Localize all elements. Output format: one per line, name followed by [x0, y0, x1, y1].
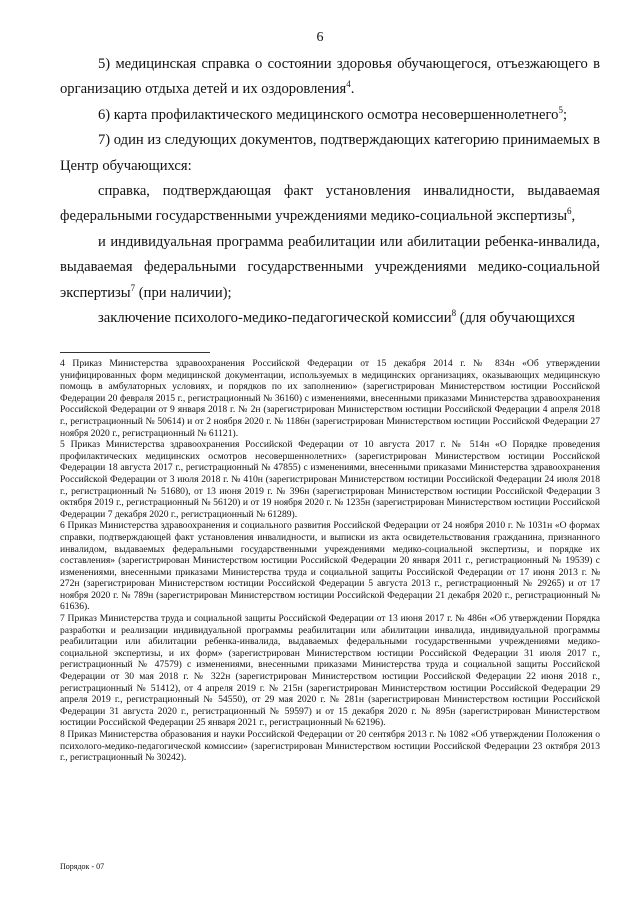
- footnote-6: 6 Приказ Министерства здравоохранения и социального развития Российской Федерации от 24 ноября 2010 г. № 1031н «О формах справки, подтверждающей факт установления инвалидности, и выписки из акта освидетельствования гражданина, признанного инвалидом, выдаваемых федеральными государственными учреждениями медико-социальной экспертизы, и порядке их составления» (зарегистрирован Министерством юстиции Российской Федерации 20 января 2011 г., регистрационный № 19539) с изменениями, внесенными приказами Министерства труда и социальной защиты Российской Федерации от 17 июня 2013 г. № 272н (зарегистрирован Министерством юстиции Российской Федерации 5 августа 2013 г., регистрационный № 29265) и от 17 ноября 2020 г. № 789н (зарегистрирован Министерством юстиции Российской Федерации 21 декабря 2020 г., регистрационный № 61636).: [60, 520, 600, 613]
- footnote-8: 8 Приказ Министерства образования и науки Российской Федерации от 20 сентября 2013 г. № 1082 «Об утверждении Положения о психолого-медико-педагогической комиссии» (зарегистрирован Министерством юстиции Российской Федерации 23 октября 2013 г., регистрационный № 30242).: [60, 729, 600, 764]
- footer-doc-code: Порядок - 07: [60, 862, 105, 871]
- footnotes: [60, 358, 600, 764]
- footnote-separator: [60, 352, 210, 353]
- paragraph-disability-certificate: справка, подтверждающая факт установления инвалидности, выдаваемая федеральными государственными учреждениями медико-социальной экспертизы$^6$,: [60, 183, 600, 225]
- footnote-5: 5 Приказ Министерства здравоохранения Российской Федерации от 10 августа 2017 г. № 514н «О Порядке проведения профилактических медицинских осмотров несовершеннолетних» (зарегистрирован Министерством юстиции Российской Федерации 18 августа 2017 г., регистрационный № 47855) с изменениями, внесенными приказами Министерства здравоохранения Российской Федерации от 3 июля 2018 г. № 410н (зарегистрирован Министерством юстиции Российской Федерации 24 июля 2018 г., регистрационный № 51680), от 13 июня 2019 г. № 396н (зарегистрирован Министерством юстиции Российской Федерации 3 октября 2019 г., регистрационный № 56120) и от 19 ноября 2020 г. № 1235н (зарегистрирован Министерством юстиции Российской Федерации 7 декабря 2020 г., регистрационный № 61289).: [60, 439, 600, 520]
- paragraph-item-7: 7) один из следующих документов, подтверждающих категорию принимаемых в Центр обучающихся:: [60, 132, 601, 174]
- footnote-ref: 5: [558, 104, 563, 115]
- paragraph-rehab-program: и индивидуальная программа реабилитации или абилитации ребенка-инвалида, выдаваемая федеральными государственными учреждениями медико-социальной экспертизы$^7$ (при наличии);: [60, 233, 600, 301]
- paragraph-item-6: 6) карта профилактического медицинского осмотра несовершеннолетнего$^5$;: [98, 104, 568, 123]
- footnote-4: 4 Приказ Министерства здравоохранения Российской Федерации от 15 декабря 2014 г. № 834н «Об утверждении унифицированных форм медицинской документации, используемых в медицинских организациях, оказывающих медицинскую помощь в амбулаторных условиях, и порядков по их заполнению» (зарегистрирован Министерством юстиции Российской Федерации 20 февраля 2015 г., регистрационный № 36160) с изменениями, внесенными приказами Министерства здравоохранения Российской Федерации от 9 января 2018 г. № 2н (зарегистрирован Министерством юстиции Российской Федерации 4 апреля 2018 г., регистрационный № 50614) и от 2 ноября 2020 г. № 1186н (зарегистрирован Министерством юстиции Российской Федерации 27 ноября 2020 г., регистрационный № 61121).: [60, 358, 600, 439]
- page-number: 6: [316, 30, 324, 45]
- body-text: [60, 52, 600, 331]
- footnote-ref: 4: [346, 79, 351, 90]
- paragraph-item-5: 5) медицинская справка о состоянии здоровья обучающегося, отъезжающего в организацию отдыха детей и их оздоровления$^4$.: [60, 56, 600, 98]
- footnote-ref: 6: [567, 206, 572, 217]
- footnote-ref: 7: [130, 282, 136, 293]
- footnote-7: 7 Приказ Министерства труда и социальной защиты Российской Федерации от 13 июня 2017 г. № 486н «Об утверждении Порядка разработки и реализации индивидуальной программы реабилитации или абилитации инвалида, индивидуальной программы реабилитации или абилитации ребенка-инвалида, выдаваемых федеральными государственными учреждениями медико-социальной экспертизы, и их форм» (зарегистрирован Министерством юстиции Российской Федерации 31 июля 2017 г., регистрационный № 47579) с изменениями, внесенными приказами Министерства труда и социальной защиты Российской Федерации от 30 мая 2018 г. № 322н (зарегистрирован Министерством юстиции Российской Федерации 22 июня 2018 г., регистрационный № 51412), от 4 апреля 2019 г. № 215н (зарегистрирован Министерством юстиции Российской Федерации 29 апреля 2019 г., регистрационный № 54550), от 29 мая 2020 г. № 281н (зарегистрирован Министерством юстиции Российской Федерации 31 августа 2020 г., регистрационный № 59597) и от 15 декабря 2020 г. № 895н (зарегистрирован Министерством юстиции Российской Федерации 25 января 2021 г., регистрационный № 62196).: [60, 613, 600, 729]
- footnote-ref: 8: [451, 308, 457, 319]
- paragraph-pmpk-conclusion: заключение психолого-медико-педагогической комиссии$^8$ (для обучающихся: [98, 308, 575, 327]
